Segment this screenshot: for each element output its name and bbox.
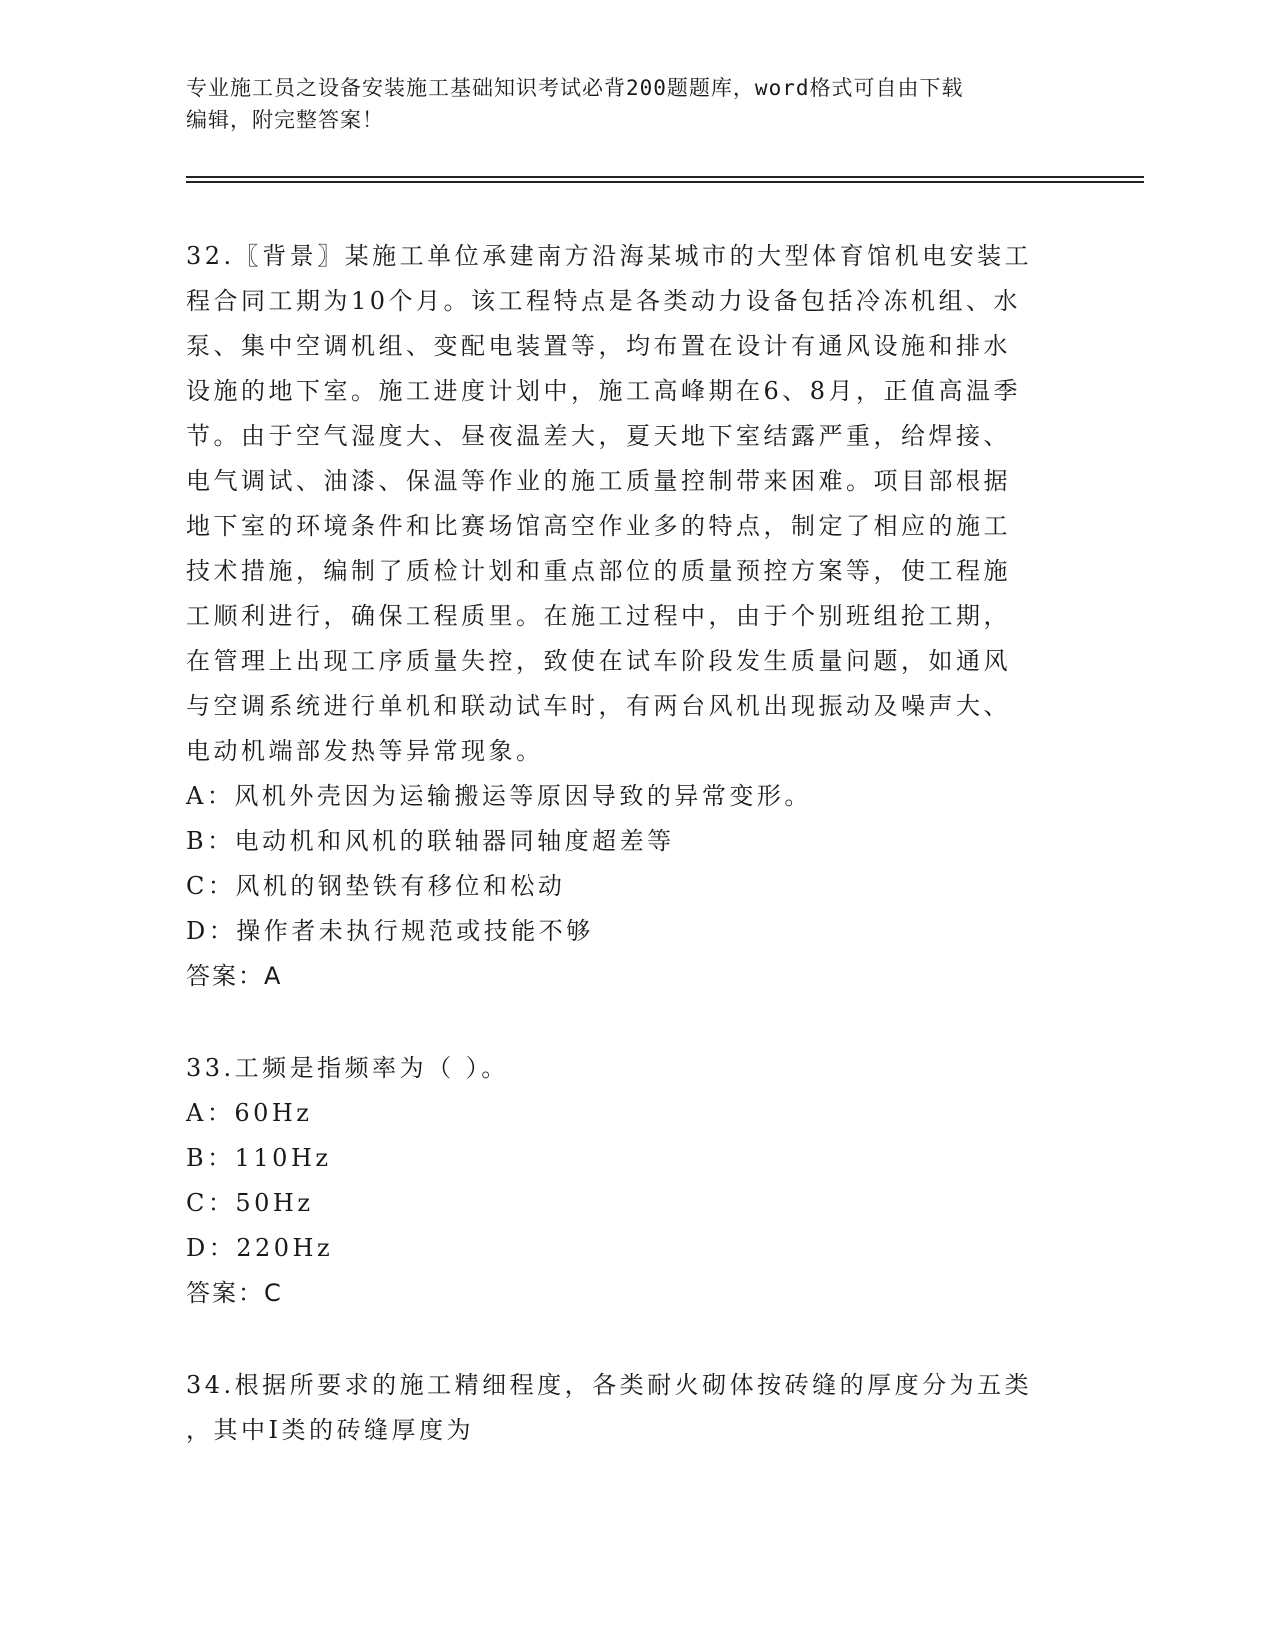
question-34 — [186, 1363, 1086, 1453]
question-line: 34.根据所要求的施工精细程度，各类耐火砌体按砖缝的厚度分为五类 — [186, 1371, 1033, 1399]
question-line: 泵、集中空调机组、变配电装置等，均布置在设计有通风设施和排水 — [186, 332, 1011, 360]
question-line: 电气调试、油漆、保温等作业的施工质量控制带来困难。项目部根据 — [186, 467, 1011, 495]
question-line: 电动机端部发热等异常现象。 — [186, 737, 544, 765]
question-line: 设施的地下室。施工进度计划中，施工高峰期在6、8月，正值高温季 — [186, 377, 1022, 405]
question-line: 在管理上出现工序质量失控，致使在试车阶段发生质量问题，如通风 — [186, 647, 1011, 675]
question-line: 地下室的环境条件和比赛场馆高空作业多的特点，制定了相应的施工 — [186, 512, 1011, 540]
option-d: D：操作者未执行规范或技能不够 — [186, 917, 594, 945]
question-text — [186, 1046, 1086, 1091]
option-b: B：电动机和风机的联轴器同轴度超差等 — [186, 827, 675, 855]
question-line: 节。由于空气湿度大、昼夜温差大，夏天地下室结露严重，给焊接、 — [186, 422, 1011, 450]
option-a: A：60Hz — [186, 1099, 313, 1127]
question-line: ，其中I类的砖缝厚度为 — [186, 1416, 474, 1444]
question-line: 与空调系统进行单机和联动试车时，有两台风机出现振动及噪声大、 — [186, 692, 1011, 720]
divider-line-top — [186, 176, 1144, 178]
document-header — [186, 72, 1086, 136]
question-spacer — [186, 999, 1086, 1046]
option-c: C：风机的钢垫铁有移位和松动 — [186, 872, 566, 900]
question-text — [186, 234, 1086, 774]
question-line: 技术措施，编制了质检计划和重点部位的质量预控方案等，使工程施 — [186, 557, 1011, 585]
question-32 — [186, 234, 1086, 999]
question-text — [186, 1363, 1086, 1453]
divider-line-bottom — [186, 181, 1144, 183]
header-line-1: 专业施工员之设备安装施工基础知识考试必背200题题库，word格式可自由下载 — [186, 76, 964, 100]
question-spacer — [186, 1316, 1086, 1363]
option-a: A：风机外壳因为运输搬运等原因导致的异常变形。 — [186, 782, 812, 810]
question-line: 工顺利进行，确保工程质里。在施工过程中，由于个别班组抢工期， — [186, 602, 1011, 630]
question-line: 32.〖背景〗某施工单位承建南方沿海某城市的大型体育馆机电安装工 — [186, 242, 1033, 270]
question-33 — [186, 1046, 1086, 1316]
answer-label: 答案：C — [186, 1279, 283, 1307]
answer-label: 答案：A — [186, 962, 283, 990]
question-line: 33.工频是指频率为（ ）。 — [186, 1054, 509, 1082]
question-list — [186, 234, 1086, 1453]
question-line: 程合同工期为10个月。该工程特点是各类动力设备包括冷冻机组、水 — [186, 287, 1022, 315]
header-line-2: 编辑，附完整答案！ — [186, 108, 384, 132]
option-b: B：110Hz — [186, 1144, 332, 1172]
option-d: D：220Hz — [186, 1234, 334, 1262]
option-c: C：50Hz — [186, 1189, 314, 1217]
header-divider — [186, 176, 1144, 183]
